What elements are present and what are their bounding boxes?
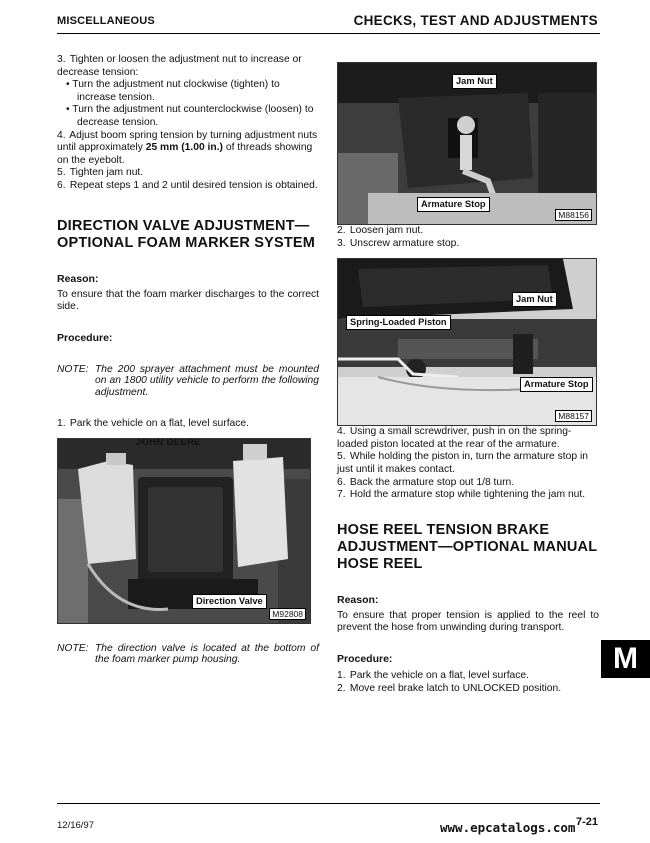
left-step-1: 1. Park the vehicle on a flat, level surface. (57, 418, 250, 430)
bullet-clockwise: • Turn the adjustment nut clockwise (tighten) to increase tension. (66, 79, 280, 103)
right-step-6: 6. Back the armature stop out 1/8 turn. (337, 476, 515, 488)
right-step-2: 2. Loosen jam nut. (337, 225, 424, 236)
right-step-5: 5. While holding the piston in, turn the armature stop in just until it makes contact. (337, 451, 588, 475)
armature-photo (337, 258, 597, 426)
procedure-label-2: Procedure: (337, 652, 393, 665)
reason-text: To ensure that the foam marker discharges to the correct side. (57, 288, 319, 313)
callout-jam-nut-2: Jam Nut (512, 292, 557, 307)
reason-label-2: Reason: (337, 593, 379, 606)
hose-step-2: 2. Move reel brake latch to UNLOCKED position. (337, 682, 562, 694)
step-3: 3. Tighten or loosen the adjustment nut to increase or decrease tension: (57, 54, 302, 78)
step-5: 5. Tighten jam nut. (57, 167, 144, 179)
figure-id-m88156: M88156 (555, 209, 592, 221)
section-title-hose-reel: HOSE REEL TENSION BRAKE ADJUSTMENT—OPTIONAL MANUAL HOSE REEL (337, 521, 598, 572)
callout-direction-valve: Direction Valve (192, 594, 267, 609)
hose-step-1: 1. Park the vehicle on a flat, level surface. (337, 669, 530, 681)
footer-date: 12/16/97 (57, 820, 94, 831)
section-tab-m: M (601, 640, 650, 678)
direction-valve-photo (57, 438, 311, 624)
note-sprayer: NOTE: The 200 sprayer attachment must be mounted on an 1800 utility vehicle to perform the following adjustment. (57, 363, 319, 398)
procedure-label: Procedure: (57, 331, 113, 344)
callout-spring-loaded-piston: Spring-Loaded Piston (346, 315, 451, 330)
callout-jam-nut: Jam Nut (452, 74, 497, 89)
header-section: MISCELLANEOUS (57, 15, 155, 27)
step-6: 6. Repeat steps 1 and 2 until desired tension is obtained. (57, 179, 318, 191)
section-title-direction-valve: DIRECTION VALVE ADJUSTMENT— OPTIONAL FOAM MARKER SYSTEM (57, 217, 316, 251)
header-title: CHECKS, TEST AND ADJUSTMENTS (353, 13, 598, 28)
footer-rule (57, 803, 600, 804)
note-direction-valve: NOTE: The direction valve is located at the bottom of the foam marker pump housing. (57, 642, 319, 666)
reason-label: Reason: (57, 272, 99, 285)
step-4: 4. Adjust boom spring tension by turning adjustment nuts until approximately 25 mm (1.00 in.) of threads showing on the eyebolt. (57, 129, 318, 166)
callout-armature-stop-2: Armature Stop (520, 377, 593, 392)
right-column (337, 62, 599, 695)
jam-nut-photo (337, 62, 597, 225)
left-column (57, 54, 319, 666)
right-step-7: 7. Hold the armature stop while tightening the jam nut. (337, 489, 586, 501)
figure-id-m88157: M88157 (555, 410, 592, 422)
direction-valve-illustration (58, 439, 311, 624)
right-step-4: 4. Using a small screwdriver, push in on the spring-loaded piston located at the rear of the armature. (337, 426, 572, 450)
footer-page-number: 7-21 (575, 816, 598, 828)
brand-text: JOHN DEERE (136, 437, 201, 448)
watermark-link[interactable]: www.epcatalogs.com (440, 820, 576, 835)
callout-armature-stop: Armature Stop (417, 197, 490, 212)
figure-id-m92808: M92808 (269, 608, 306, 620)
right-step-3: 3. Unscrew armature stop. (337, 237, 460, 249)
bullet-counterclockwise: • Turn the adjustment nut counterclockwise (loosen) to decrease tension. (66, 104, 314, 128)
header-rule (57, 33, 600, 34)
reason-text-2: To ensure that proper tension is applied to the reel to prevent the hose from unwinding during transport. (337, 609, 599, 634)
armature-illustration (338, 259, 597, 426)
